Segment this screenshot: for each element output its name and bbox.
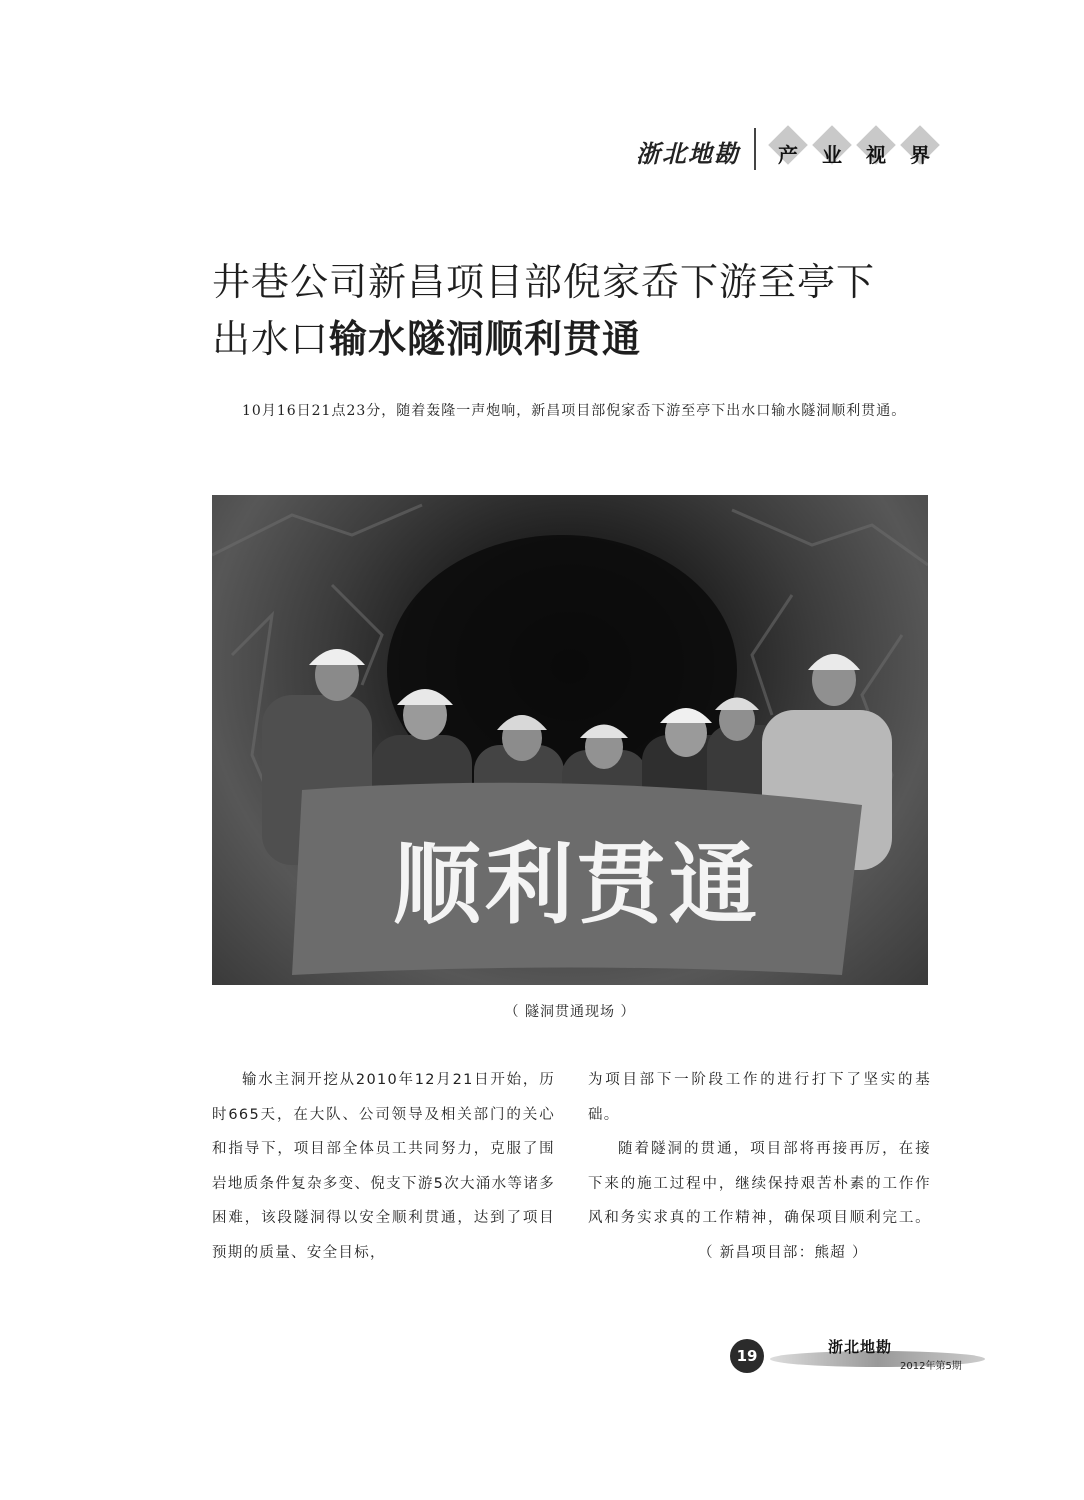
page-footer <box>730 1335 990 1381</box>
tunnel-photo <box>212 495 928 985</box>
footer-issue: 2012年第5期 <box>900 1361 962 1372</box>
section-char: 业 <box>822 143 842 167</box>
title-line-2 <box>212 311 932 368</box>
photo-caption: （ 隧洞贯通现场 ） <box>504 1004 636 1020</box>
article-title <box>212 254 932 368</box>
photo-illustration <box>212 495 928 985</box>
running-header <box>636 128 946 172</box>
section-char: 视 <box>866 143 886 167</box>
body-column-right <box>588 1063 931 1270</box>
header-divider <box>754 128 756 170</box>
header-magazine-name: 浙北地勘 <box>636 139 740 168</box>
byline: （ 新昌项目部：熊超 ） <box>698 1244 868 1261</box>
page-number: 19 <box>730 1339 764 1373</box>
title-bold: 输水隧洞顺利贯通 <box>329 317 642 361</box>
body-paragraph-text: 随着隧洞的贯通，项目部将再接再厉，在接下来的施工过程中，继续保持艰苦朴素的工作作风和务实求真的工作精神，确保项目顺利完工。 <box>588 1141 931 1226</box>
body-paragraph: 输水主洞开挖从2010年12月21日开始，历时665天，在大队、公司领导及相关部门的关心和指导下，项目部全体员工共同努力，克服了围岩地质条件复杂多变、倪支下游5次大涌水等诸多困难，该段隧洞得以安全顺利贯通，达到了项目预期的质量、安全目标， <box>212 1072 555 1261</box>
lead-paragraph: 10月16日21点23分，随着轰隆一声炮响，新昌项目部倪家岙下游至亭下出水口输水隧洞顺利贯通。 <box>242 403 907 419</box>
title-line-1: 井巷公司新昌项目部倪家岙下游至亭下 <box>212 260 876 304</box>
body-column-left <box>212 1063 555 1270</box>
body-paragraph: 为项目部下一阶段工作的进行打下了坚实的基础。 <box>588 1072 931 1123</box>
section-char: 界 <box>910 143 930 167</box>
section-char: 产 <box>778 143 798 167</box>
banner-text: 顺利贯通 <box>392 833 762 936</box>
footer-magazine-name: 浙北地勘 <box>828 1338 893 1356</box>
body-paragraph <box>588 1132 931 1270</box>
title-plain: 出水口 <box>212 317 330 361</box>
